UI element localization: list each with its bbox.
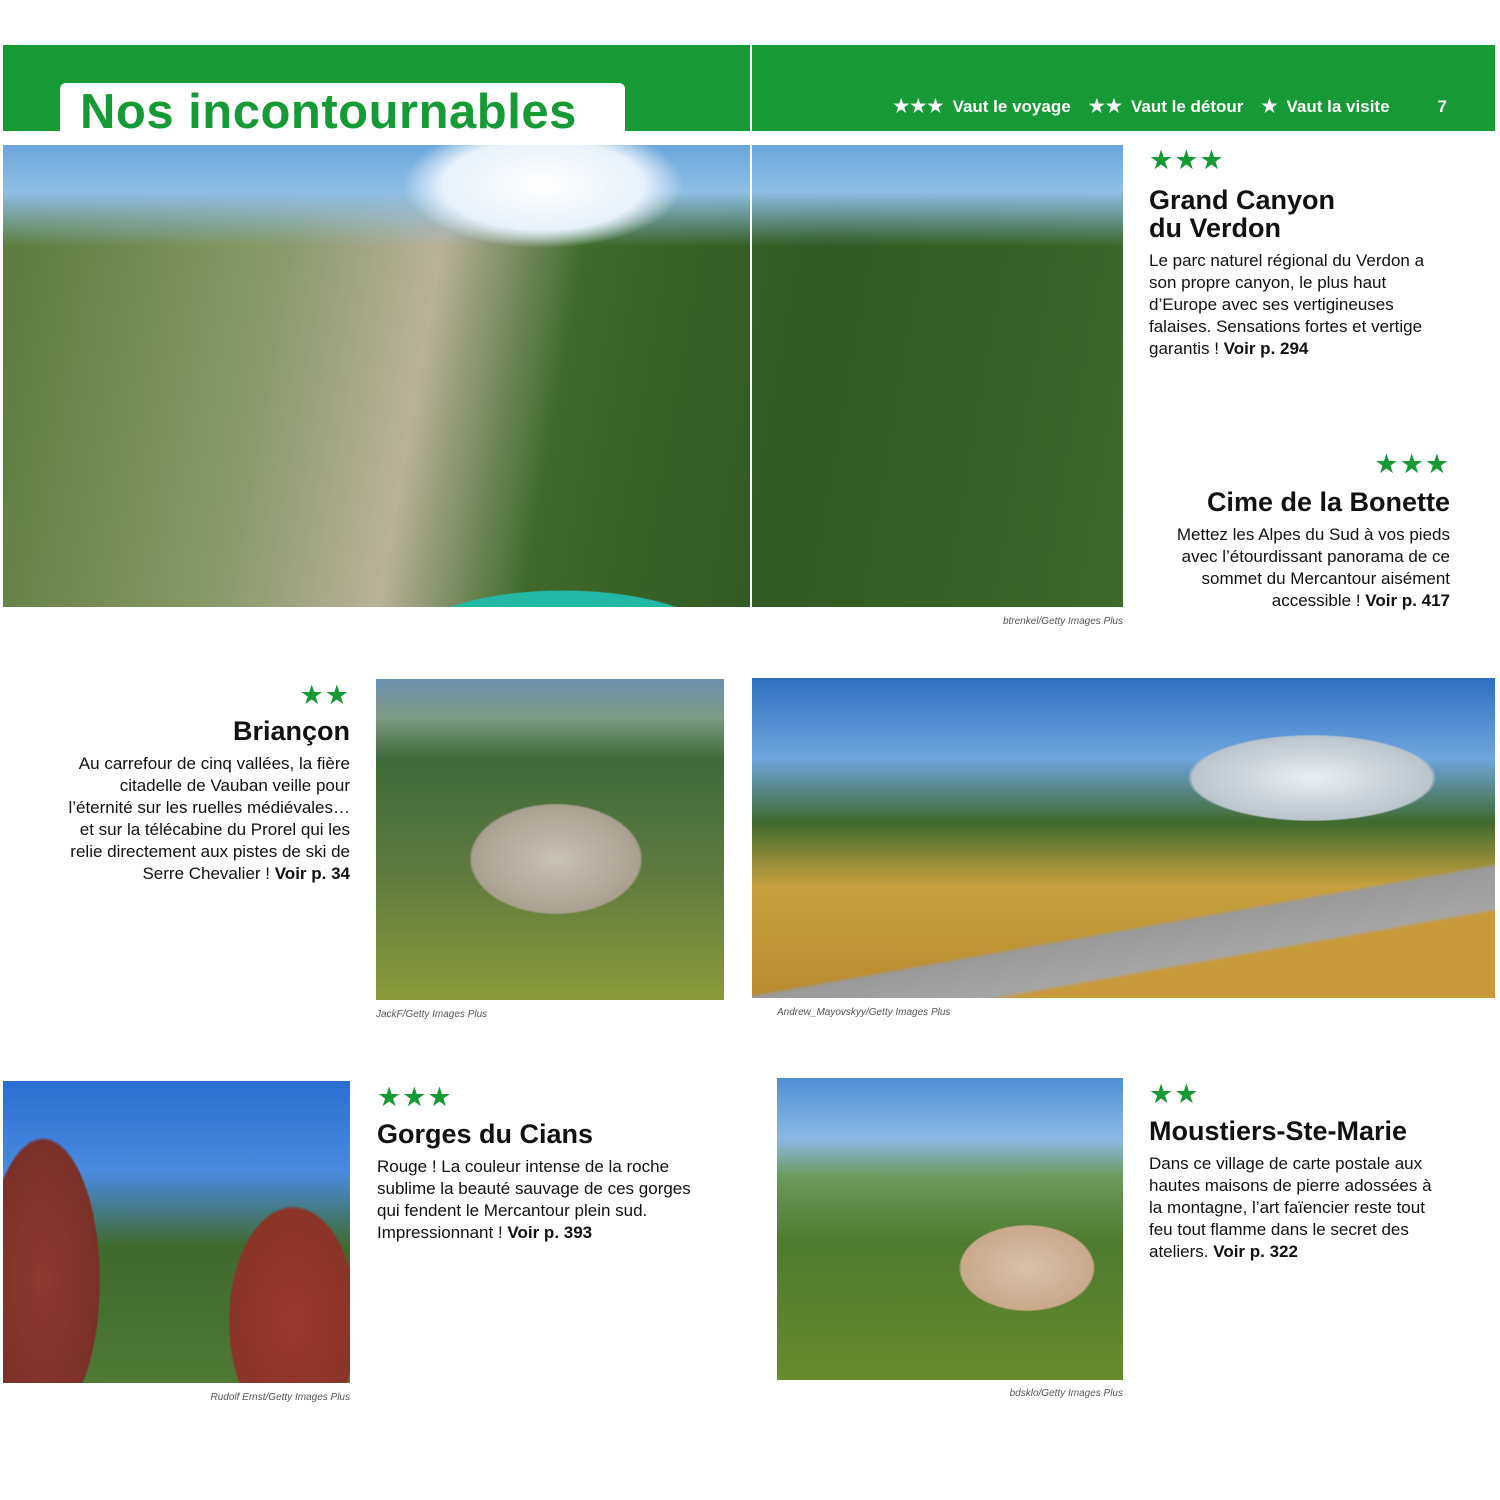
legend-label: Vaut le détour [1130, 97, 1244, 116]
verdon-photo [3, 145, 1123, 607]
cians-photo [3, 1081, 350, 1383]
star-legend [893, 95, 1447, 118]
page-title: Nos incontournables [80, 85, 577, 139]
entry-title [1149, 186, 1449, 242]
entry-verdon [1149, 146, 1449, 360]
description: Rouge ! La couleur intense de la roche sublime la beauté sauvage de ces gorges qui fendent le Mercantour plein sud. Impressionnant ! [377, 1157, 691, 1242]
page-reference: Voir p. 393 [507, 1223, 593, 1242]
rating-stars: ★★ [1149, 1079, 1200, 1109]
star-icon: ★★ [1088, 96, 1123, 116]
entry-text [1149, 250, 1449, 360]
bonette-photo [752, 678, 1495, 998]
page-number: 7 [1437, 96, 1447, 116]
entry-bonette [1160, 450, 1450, 612]
entry-text [1160, 524, 1450, 612]
legend-label: Vaut le voyage [952, 97, 1071, 116]
star-icon: ★ [1261, 96, 1279, 116]
page-reference: Voir p. 34 [274, 864, 350, 883]
legend-3-stars [893, 95, 1071, 118]
legend-2-stars [1089, 95, 1244, 118]
rating-stars: ★★★ [1374, 449, 1450, 479]
briancon-photo [376, 679, 724, 1000]
page-reference: Voir p. 294 [1223, 339, 1309, 358]
photo-credit: btrenkel/Getty Images Plus [1002, 616, 1123, 627]
description: Le parc naturel régional du Verdon a son propre canyon, le plus haut d’Europe avec ses vertigineuses falaises. Sensations fortes et vertige garantis ! [1149, 251, 1425, 358]
description: Au carrefour de cinq vallées, la fière citadelle de Vauban veille pour l’éternité sur les ruelles médiévales… et sur la télécabine du Prorel qui les relie directement aux pistes de ski de Serre Chevalier ! [68, 754, 350, 883]
photo-credit: Rudolf Ernst/Getty Images Plus [210, 1392, 350, 1403]
entry-text [55, 753, 350, 885]
description: Dans ce village de carte postale aux hautes maisons de pierre adossées à la montagne, l’art faïencier reste tout feu tout flamme dans le secret des ateliers. [1149, 1154, 1432, 1261]
title-line: Grand Canyon [1149, 185, 1336, 215]
rating-stars: ★★ [299, 680, 350, 710]
entry-title: Gorges du Cians [377, 1119, 594, 1149]
entry-title: Briançon [232, 716, 350, 746]
description: Mettez les Alpes du Sud à vos pieds avec l’étourdissant panorama de ce sommet du Mercantour aisément accessible ! [1176, 525, 1450, 610]
entry-text [1149, 1153, 1449, 1263]
entry-title: Moustiers-Ste-Marie [1149, 1116, 1408, 1146]
entry-moustiers [1149, 1080, 1449, 1263]
legend-1-star [1261, 95, 1389, 118]
moustiers-photo [777, 1078, 1123, 1380]
rating-stars: ★★★ [1149, 145, 1225, 175]
star-icon: ★★★ [893, 96, 945, 116]
photo-credit: JackF/Getty Images Plus [376, 1009, 488, 1020]
entry-cians [377, 1083, 707, 1244]
page-reference: Voir p. 322 [1213, 1242, 1298, 1261]
page-reference: Voir p. 417 [1365, 591, 1450, 610]
photo-credit: Andrew_Mayovskyy/Getty Images Plus [777, 1007, 951, 1018]
legend-label: Vaut la visite [1286, 97, 1390, 116]
title-line: du Verdon [1149, 213, 1282, 243]
entry-title: Cime de la Bonette [1206, 487, 1450, 517]
entry-text [377, 1156, 707, 1244]
entry-briancon [55, 681, 350, 885]
photo-credit: bdsklo/Getty Images Plus [1009, 1388, 1123, 1399]
rating-stars: ★★★ [377, 1082, 453, 1112]
header-band-right [752, 45, 1495, 131]
